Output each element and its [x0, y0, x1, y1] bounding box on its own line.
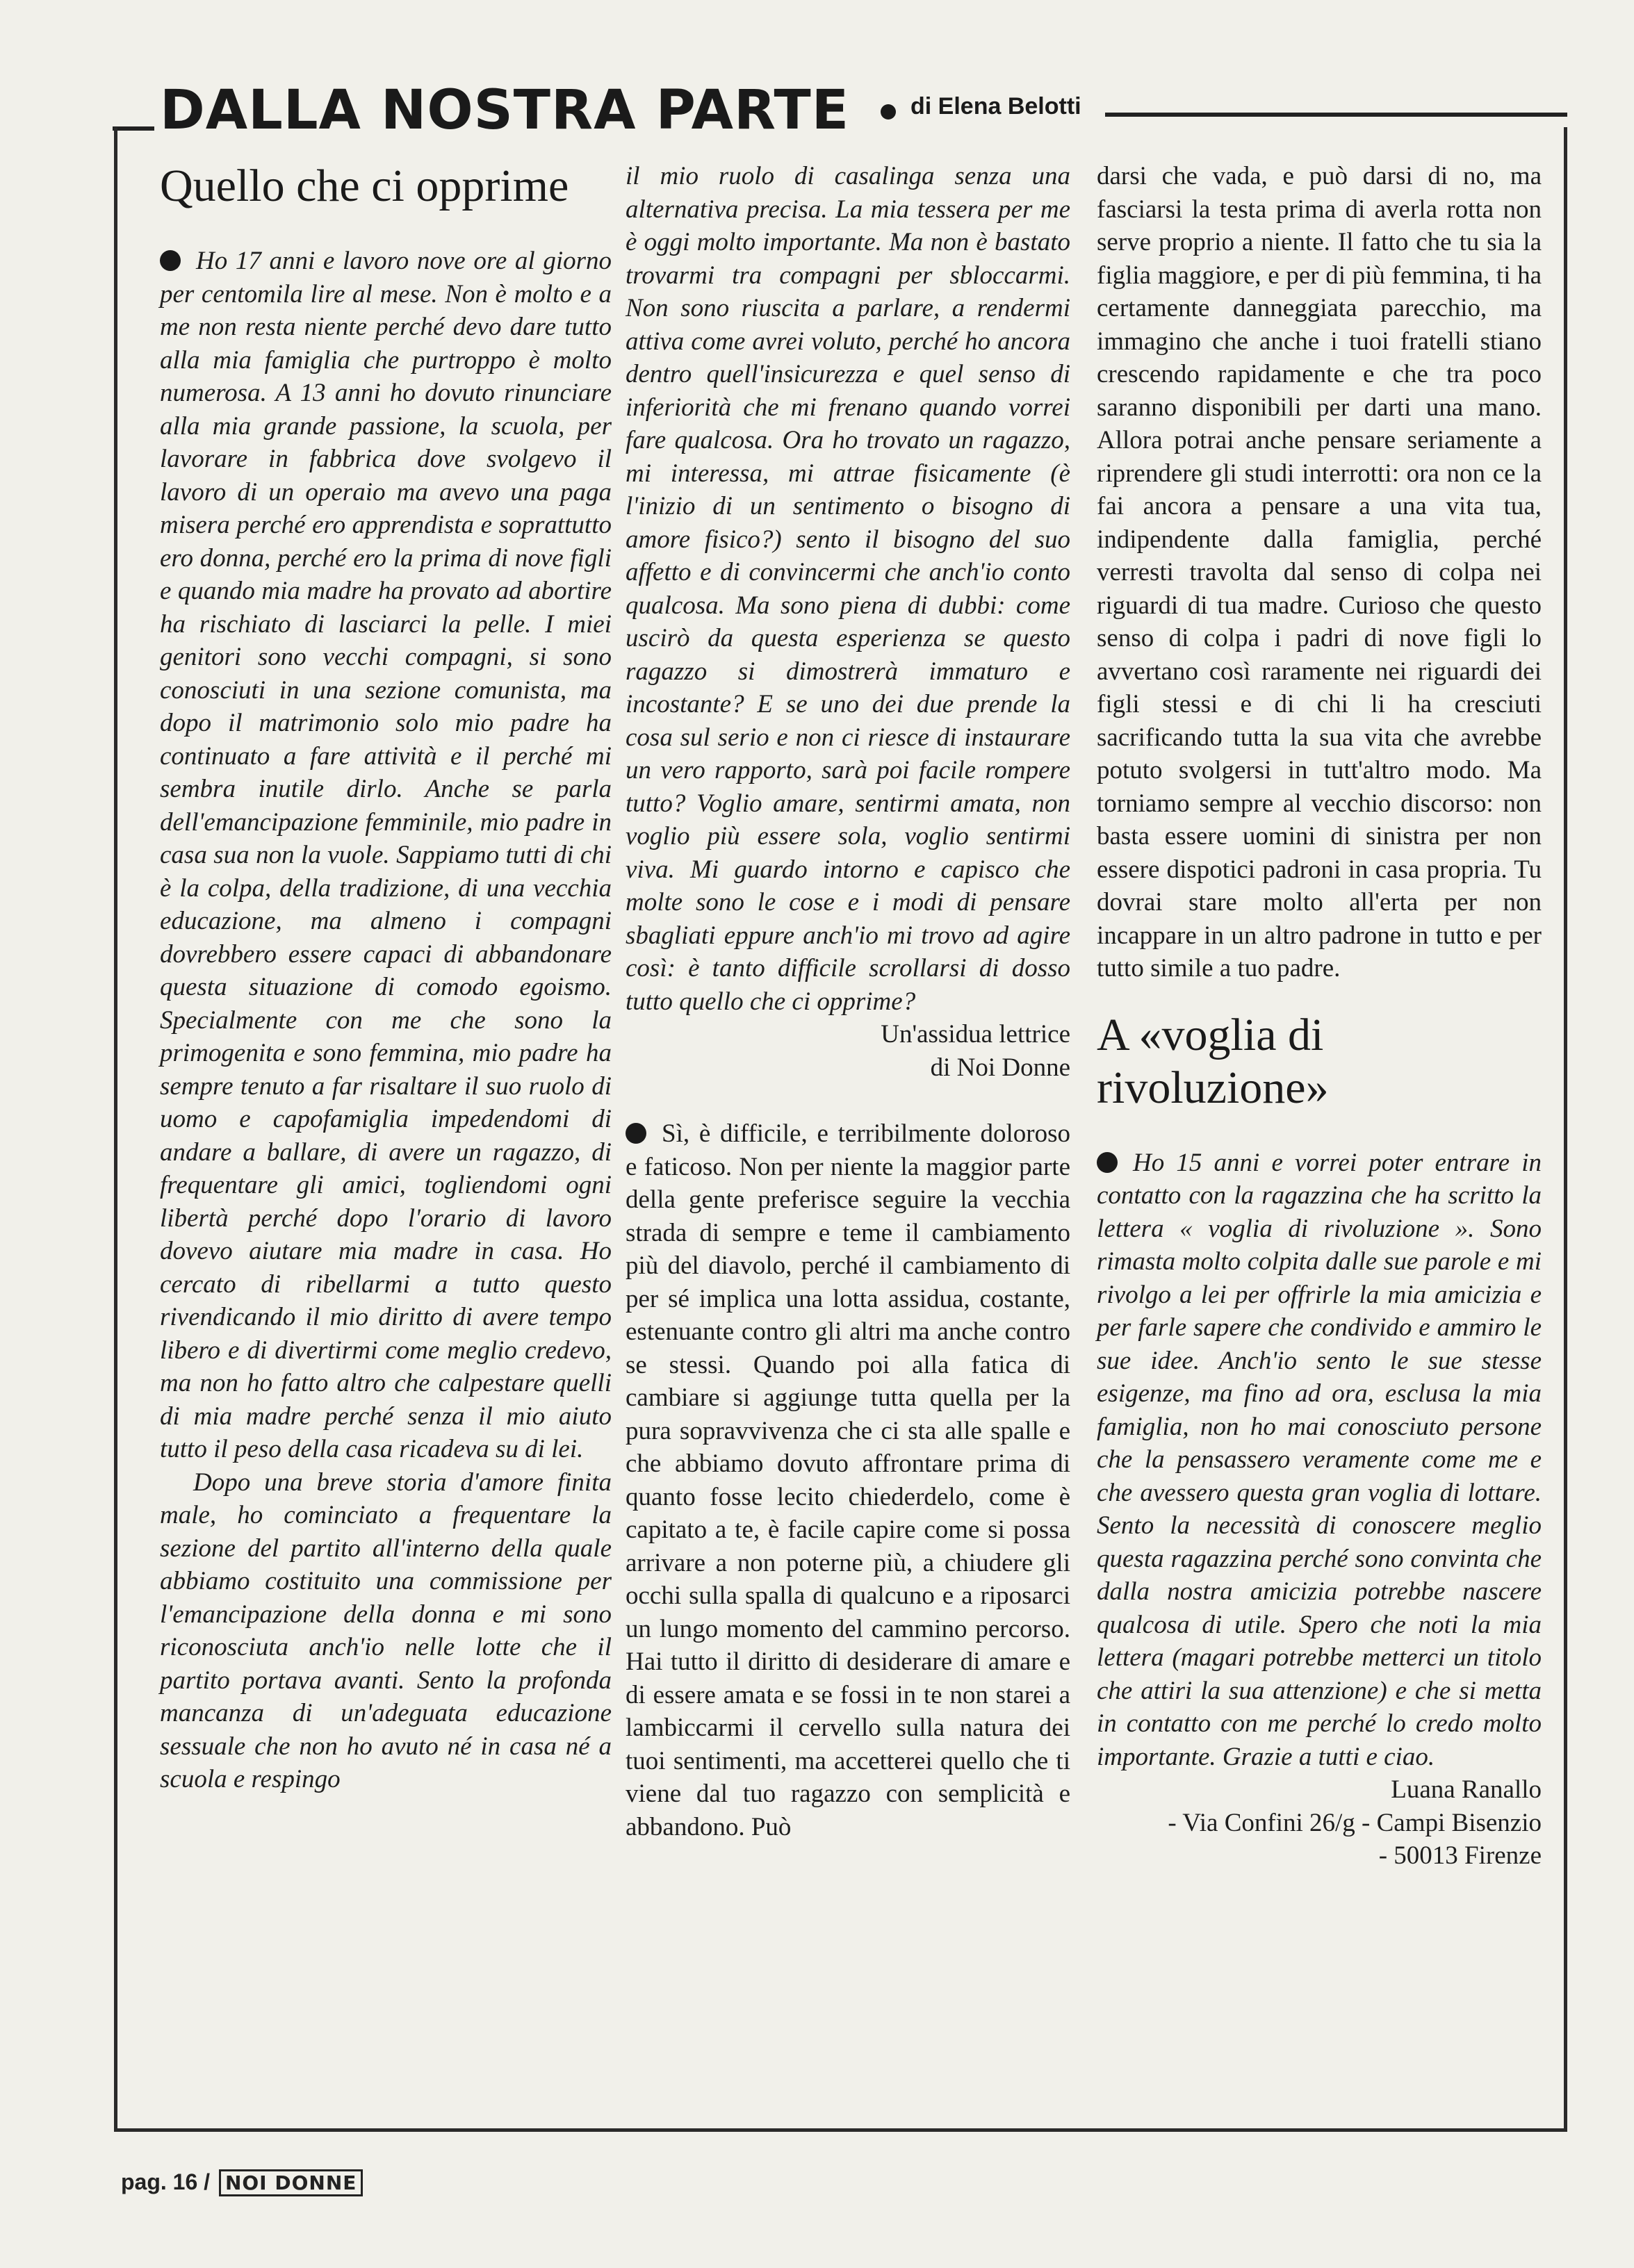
signature-line: di Noi Donne: [930, 1053, 1070, 1082]
reply-paragraph: Sì, è difficile, e terribilmente doloroso e faticoso. Non per niente la maggior parte della gente preferisce seguire la vecchia strada di sempre e teme il cambiamento più del diavolo, perché il cambiamento di per sé implica una lotta assidua, costante, estenuante contro gli altri ma anche contro se stessi. Quando poi alla fatica di cambiare si aggiunge tutta quella per la pura sopravvivenza che ci sta alle spalle e che abbiamo dovuto affrontare prima di quanto fosse lecito chiederdelo, come è capitato a te, è facile capire come si possa arrivare a non poterne più, a chiudere gli occhi sulla spalla di qualcuno e a riposarci un lungo momento del cammino percorso. Hai tutto il diritto di desiderare di amare e di essere amata e se fossi in te non starei a lambiccarmi il cervello sulla natura dei tuoi sentimenti, ma accetterei quello che ti viene dal tuo ragazzo con semplicità e abbandono. Può: [626, 1119, 1070, 1841]
column-1: [160, 160, 612, 1796]
letter-paragraph: Ho 15 anni e vorrei poter entrare in contatto con la ragazzina che ha scritto la lettera « voglia di rivoluzione ». Sono rimasta molto colpita dalle sue parole e mi rivolgo a lei per offrirle la mia amicizia e per farle sapere che condivido e ammiro le sue idee. Anch'io sento le sue stesse esigenze, ma fino ad ora, esclusa la mia famiglia, non ho mai conosciuto persone che la pensassero veramente come me e che avessero questa gran voglia di lottare. Sento la necessità di conoscere meglio questa ragazzina perché sono convinta che dalla nostra amicizia potrebbe nascere qualcosa di utile. Spero che noti la mia lettera (magari potrebbe metterci un titolo che attiri la sua attenzione) e che si metta in contatto con me perché lo credo molto importante. Grazie a tutti e ciao.: [1097, 1148, 1542, 1771]
column-3: [1097, 160, 1542, 1873]
bullet-dot-icon: [160, 250, 181, 271]
signature-line: Un'assidua lettrice: [881, 1020, 1070, 1049]
signature-address: - Via Confini 26/g - Campi Bisenzio: [1168, 1808, 1542, 1837]
signature-name: Luana Ranallo: [1391, 1775, 1542, 1804]
column-2: [626, 160, 1070, 1843]
article-headline: Quello che ci opprime: [160, 161, 569, 211]
bullet-dot-icon: [626, 1123, 646, 1144]
letter-paragraph: Ho 17 anni e lavoro nove ore al giorno per centomila lire al mese. Non è molto e a me non resta niente perché devo dare tutto alla mia famiglia che purtroppo è molto numerosa. A 13 anni ho dovuto rinunciare alla mia grande passione, la scuola, per lavorare in fabbrica dove svolgevo il lavoro di un operaio ma avevo una paga misera perché ero apprendista e soprattutto ero donna, perché ero la prima di nove figli e quando mia madre ha provato ad abortire ha rischiato di lasciarci la pelle. I miei genitori sono vecchi compagni, si sono conosciuti in una sezione comunista, ma dopo il matrimonio solo mio padre ha continuato a fare attività e il perché mi sembra inutile dirlo. Anche se parla dell'emancipazione femminile, mio padre in casa sua non la vuole. Sappiamo tutti di chi è la colpa, della tradizione, di una vecchia educazione, ma almeno i compagni dovrebbero essere capaci di abbandonare questa situazione di comodo egoismo. Specialmente con me che sono la primogenita e sono femmina, mio padre ha sempre tenuto a far risaltare il suo ruolo di uomo e capofamiglia impedendomi di andare a ballare, di avere un ragazzo, di frequentare gli amici, togliendomi ogni libertà perché dopo l'orario di lavoro dovevo aiutare mia madre in casa. Ho cercato di ribellarmi a tutto questo rivendicando il mio diritto di avere tempo libero e di divertirmi come meglio credevo, ma non ho fatto altro che calpestare quelli di mia madre perché senza il mio aiuto tutto il peso della casa ricadeva su di lei.: [160, 247, 612, 1463]
bullet-dot-icon: [1097, 1152, 1118, 1173]
letter-signature: [626, 1018, 1070, 1084]
reply-paragraph: darsi che vada, e può darsi di no, ma fasciarsi la testa prima di averla rotta non serve proprio a niente. Il fatto che tu sia la figlia maggiore, e per di più femmina, ti ha certamente danneggiata parecchio, ma immagino che anche i tuoi fratelli stiano crescendo rapidamente e che tra poco saranno disponibili per darti una mano. Allora potrai anche pensare seriamente a riprendere gli studi interrotti: ora non ce la fai ancora a pensare a una vita tua, indipendente dalla famiglia, perché verresti travolta dal senso di colpa nei riguardi di tua madre. Curioso che questo senso di colpa i padri di nove figli lo avvertano così raramente nei riguardi dei figli stessi e di chi li ha cresciuti sacrificando tutta la sua vita che avrebbe potuto svolgersi in tutt'altro modo. Ma torniamo sempre al vecchio discorso: non basta essere uomini di sinistra per non essere dispotici padroni in casa propria. Tu dovrai stare molto all'erta per non incappare in un altro padrone in tutto e per tutto simile a tuo padre.: [1097, 162, 1542, 983]
page-number: pag. 16 /: [121, 2169, 211, 2194]
bullet-dot-icon: [881, 104, 896, 120]
signature-address: - 50013 Firenze: [1378, 1841, 1542, 1870]
article-headline: A «voglia di rivoluzione»: [1097, 1009, 1329, 1113]
author-byline: di Elena Belotti: [910, 93, 1081, 120]
header-rule-right: [1105, 113, 1567, 117]
magazine-logo: NOI DONNE: [219, 2169, 363, 2196]
letter-paragraph: il mio ruolo di casalinga senza una alternativa precisa. La mia tessera per me è oggi molto importante. Ma non è bastato trovarmi tra compagni per sbloccarmi. Non sono riuscita a parlare, a rendermi attiva come avrei voluto, perché ho ancora dentro quell'insicurezza e quel senso di inferiorità che mi frenano quando vorrei fare qualcosa. Ora ho trovato un ragazzo, mi interessa, mi attrae fisicamente (è l'inizio di un sentimento o bisogno di amore fisico?) sento il bisogno del suo affetto e di convincermi che anch'io conto qualcosa. Ma sono piena di dubbi: come uscirò da questa esperienza se questo ragazzo si dimostrerà immaturo e incostante? E se uno dei due prende la cosa sul serio e non ci riesce di instaurare un vero rapporto, sarà poi facile rompere tutto? Voglio amare, sentirmi amata, non voglio più essere sola, voglio sentirmi viva. Mi guardo intorno e capisco che molte sono le cose e i modi di pensare sbagliati eppure anch'io mi trovo ad agire così: è tanto difficile scrollarsi di dosso tutto quello che ci opprime?: [626, 162, 1070, 1016]
page-footer: [121, 2169, 363, 2196]
letter-paragraph: Dopo una breve storia d'amore finita male, ho cominciato a frequentare la sezione del partito all'interno della quale abbiamo costituito una commissione per l'emancipazione della donna e mi sono riconosciuta anch'io nelle lotte che il partito portava avanti. Sento la profonda mancanza di un'adeguata educazione sessuale che non ho avuto né in casa né a scuola e respingo: [160, 1468, 612, 1793]
section-title: DALLA NOSTRA PARTE: [160, 79, 850, 142]
